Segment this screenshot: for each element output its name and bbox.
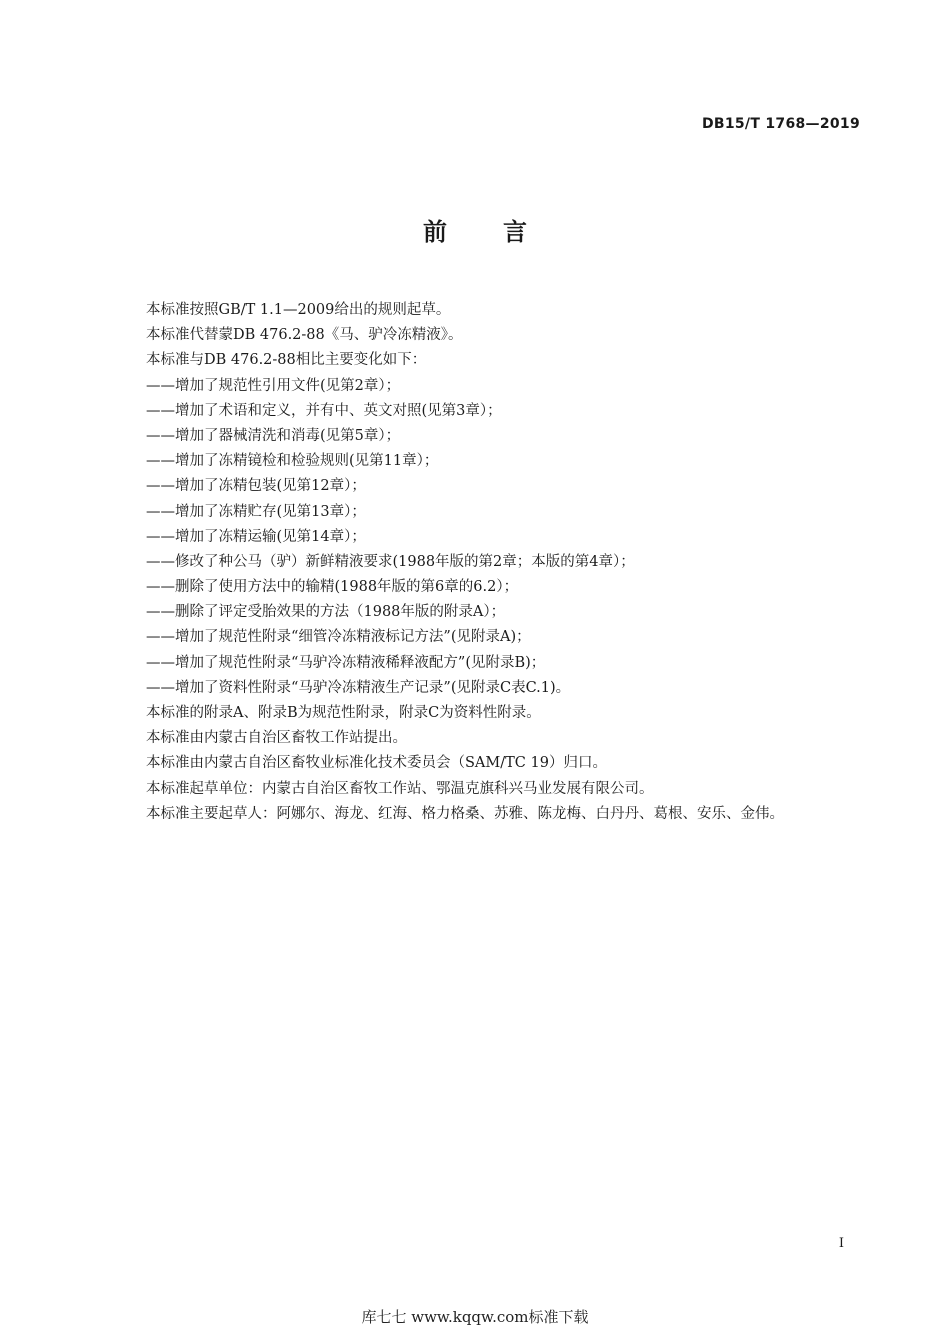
- change-item: ——增加了资料性附录“马驴冷冻精液生产记录”(见附录C表C.1)。: [146, 679, 571, 696]
- change-item: ——增加了规范性附录“细管冷冻精液标记方法”(见附录A)；: [146, 629, 531, 646]
- watermark-text: 库七七 www.kqqw.com标准下载: [361, 1308, 589, 1326]
- foreword-line: 本标准按照GB/T 1.1—2009给出的规则起草。: [146, 302, 451, 318]
- change-item: ——增加了器械清洗和消毒(见第5章）；: [146, 427, 401, 444]
- title-char-1: 前: [423, 218, 447, 246]
- foreword-line: 本标准起草单位：内蒙古自治区畜牧工作站、鄂温克旗科兴马业发展有限公司。: [146, 780, 654, 797]
- page-number: I: [838, 1236, 844, 1251]
- foreword-line: 本标准由内蒙古自治区畜牧业标准化技术委员会（SAM/TC 19）归口。: [146, 755, 607, 772]
- change-item: ——删除了使用方法中的输精(1988年版的第6章的6.2）；: [146, 579, 519, 596]
- title-char-2: 言: [503, 218, 527, 246]
- change-item: ——增加了冻精包装(见第12章）；: [146, 478, 366, 495]
- change-item: ——增加了冻精贮存(见第13章）；: [146, 503, 366, 520]
- foreword-body: [146, 298, 876, 827]
- change-item: ——增加了规范性引用文件(见第2章）；: [146, 377, 401, 394]
- page-title: [0, 212, 950, 247]
- foreword-line: 本标准与DB 476.2-88相比主要变化如下：: [146, 352, 427, 369]
- change-item: ——增加了冻精镜检和检验规则(见第11章）；: [146, 453, 439, 470]
- document-code: DB15/T 1768—2019: [701, 116, 860, 132]
- foreword-line: 本标准由内蒙古自治区畜牧工作站提出。: [146, 730, 407, 747]
- change-item: ——修改了种公马（驴）新鲜精液要求(1988年版的第2章；本版的第4章）；: [146, 553, 635, 570]
- change-item: ——删除了评定受胎效果的方法（1988年版的附录A）；: [146, 604, 506, 621]
- foreword-line: 本标准主要起草人：阿娜尔、海龙、红海、格力格桑、苏雅、陈龙梅、白丹丹、葛根、安乐、金伟。: [146, 805, 784, 822]
- change-item: ——增加了冻精运输(见第14章）；: [146, 528, 366, 545]
- foreword-line: 本标准的附录A、附录B为规范性附录，附录C为资料性附录。: [146, 705, 541, 721]
- change-item: ——增加了术语和定义，并有中、英文对照(见第3章）；: [146, 402, 502, 419]
- change-item: ——增加了规范性附录“马驴冷冻精液稀释液配方”(见附录B)；: [146, 654, 546, 671]
- foreword-line: 本标准代替蒙DB 476.2-88《马、驴冷冻精液》。: [146, 327, 463, 344]
